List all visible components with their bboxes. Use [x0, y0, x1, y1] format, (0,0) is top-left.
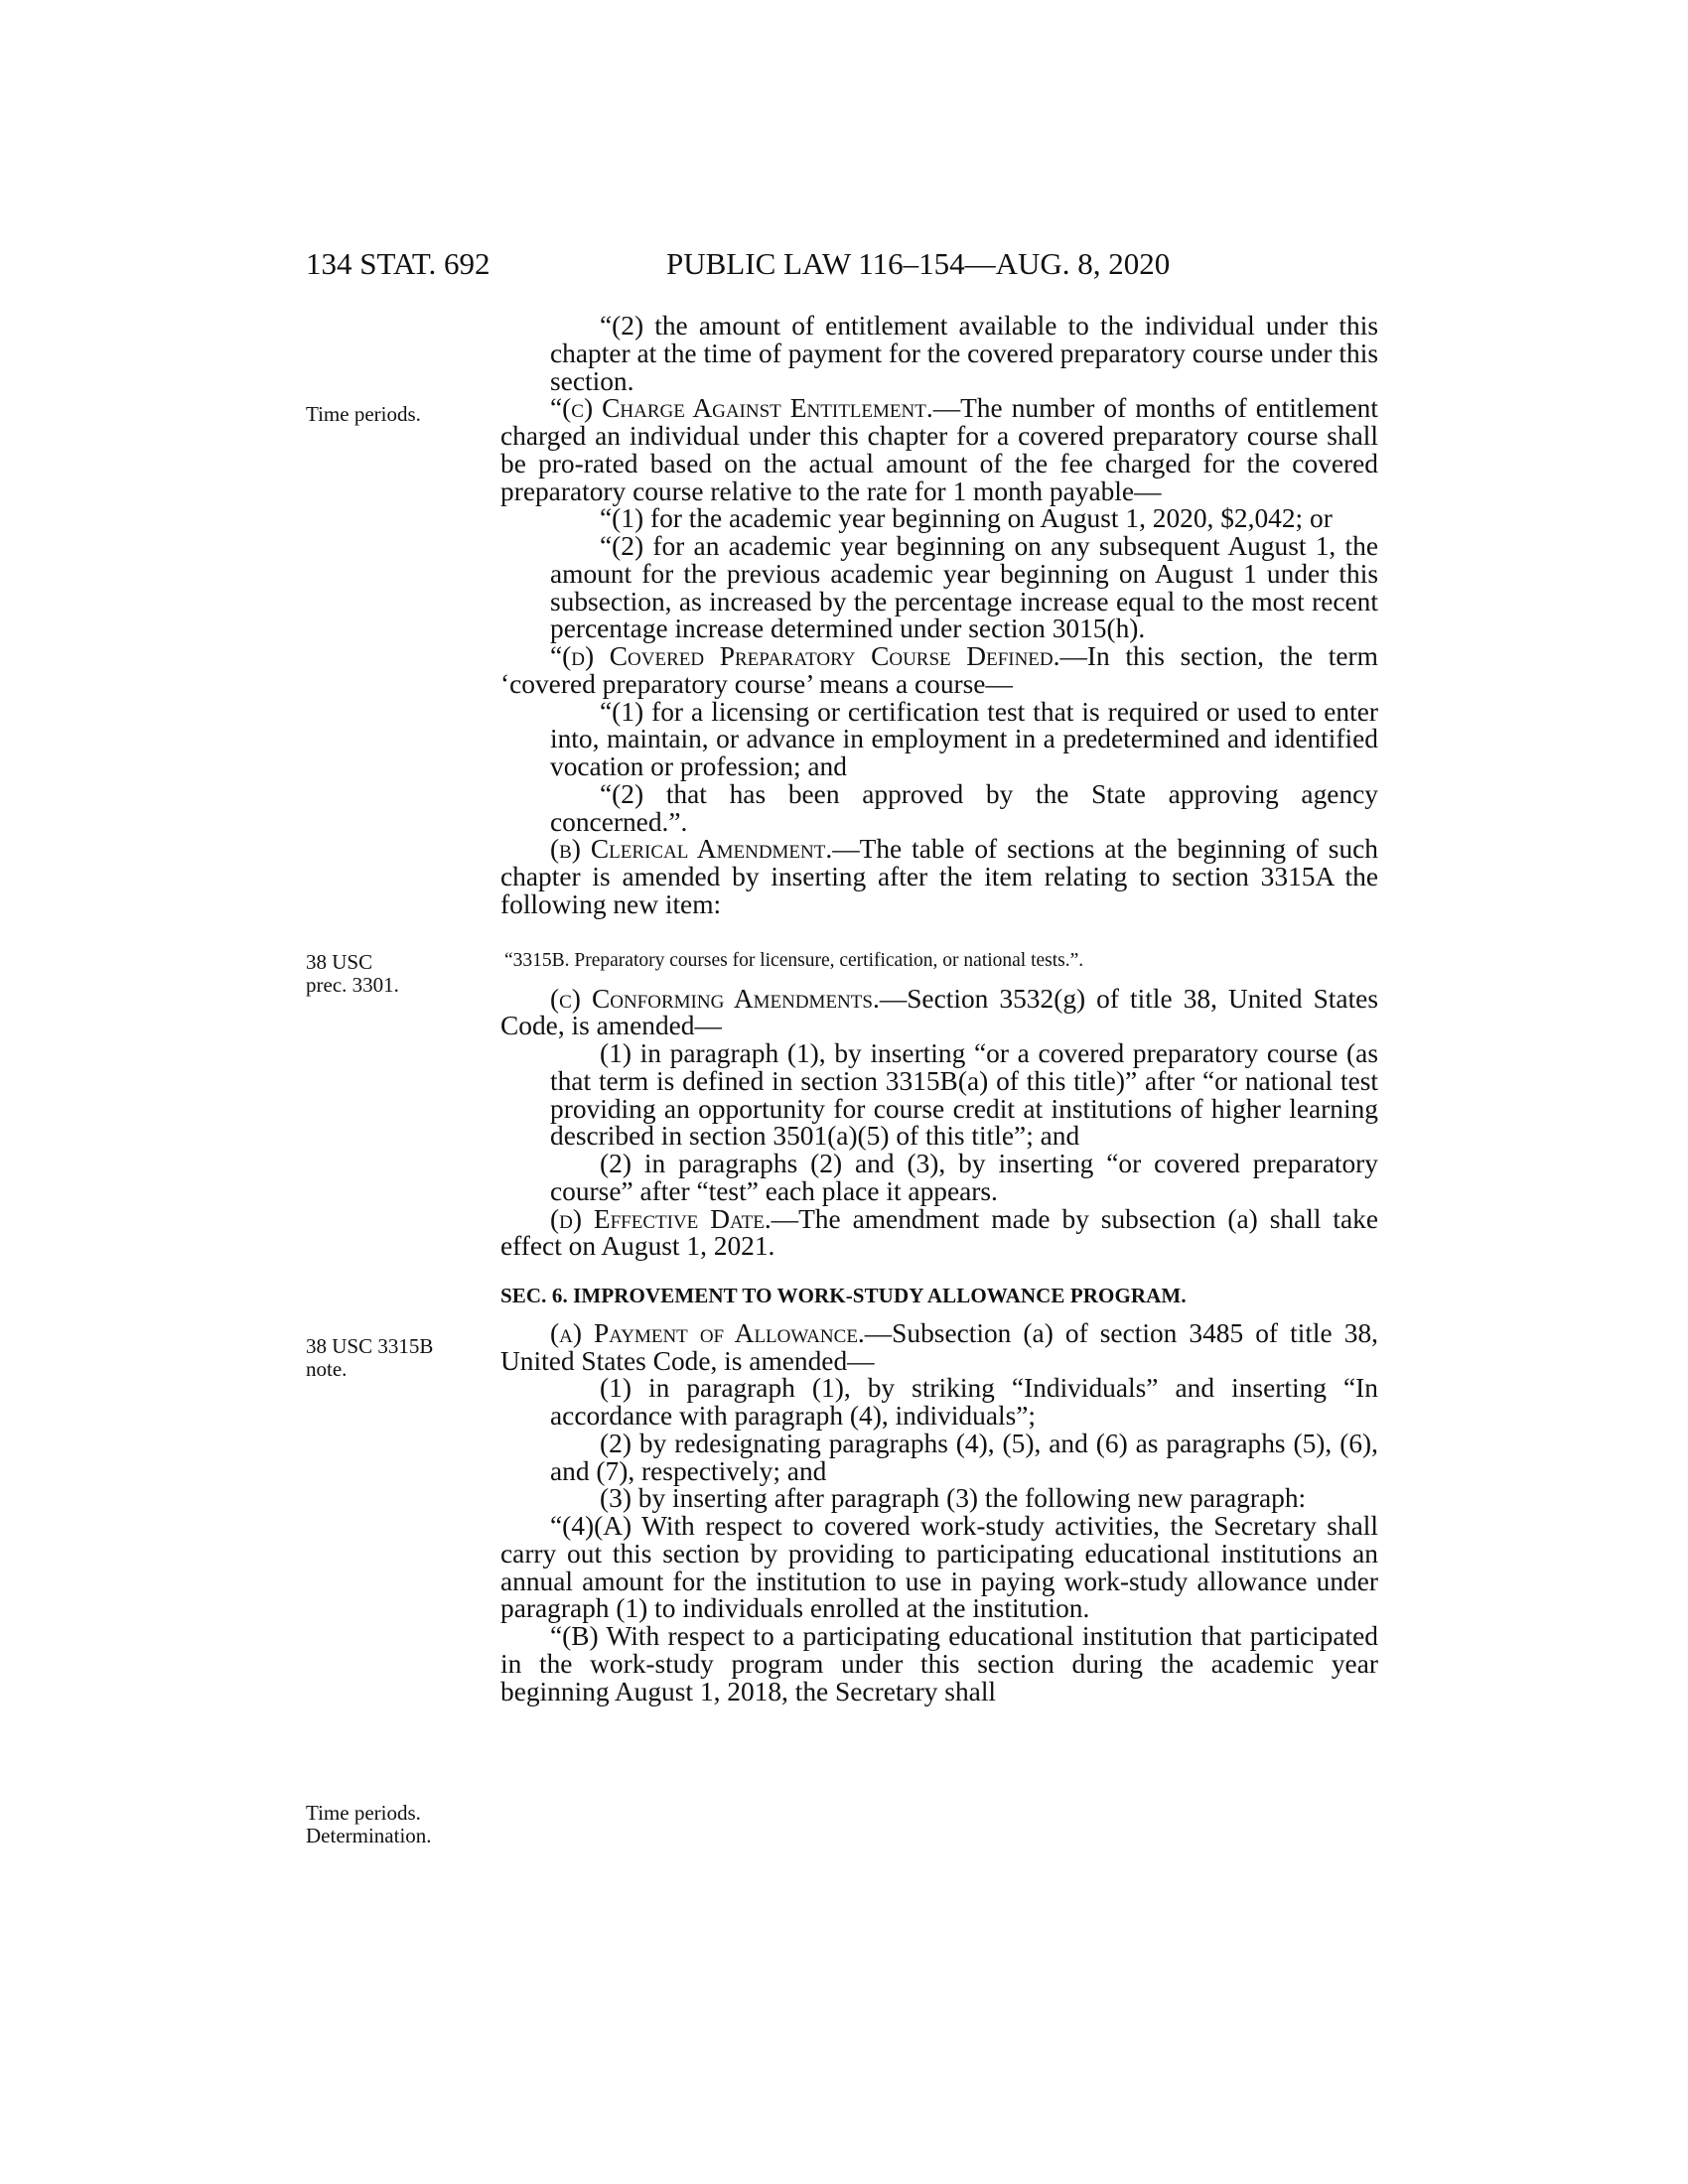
paragraph-text: —The number of months of entitlement charged an individual under this chapter for a covered preparatory course shall be pro-rated based on the actual amount of the fee charged for the covered preparatory course relative to the rate for 1 month payable—: [500, 393, 1378, 506]
document-body: [500, 313, 1378, 1706]
table-of-sections-item: “3315B. Preparatory courses for licensure, certification, or national tests.”.: [504, 949, 1084, 971]
margin-note-line: Time periods.: [306, 1801, 421, 1825]
paragraph: “(1) for a licensing or certification test that is required or used to enter into, maintain, or advance in employment in a predetermined and identified vocation or profession; and: [550, 696, 1378, 781]
margin-note-line: prec. 3301.: [306, 973, 399, 997]
paragraph: [500, 1317, 1378, 1376]
margin-note-time-periods-determination: [306, 1802, 432, 1847]
paragraph-text: —The amendment made by subsection (a) shall take effect on August 1, 2021.: [500, 1203, 1378, 1262]
paragraph: “(4)(A) With respect to covered work-study activities, the Secretary shall carry out this section by providing to participating educational institutions an annual amount for the institution to use in paying work-study allowance under paragraph (1) to individuals enrolled at the institution.: [500, 1511, 1378, 1624]
paragraph: (2) in paragraphs (2) and (3), by inserting “or covered preparatory course” after “test” each place it appears.: [550, 1149, 1378, 1206]
paragraph: “(B) With respect to a participating educational institution that participated in the work-study program under this section during the academic year beginning August 1, 2018, the Secretary shall: [500, 1621, 1378, 1706]
subsection-heading: (d) Effective Date.: [550, 1203, 772, 1234]
page-stat-number: 134 STAT. 692: [306, 246, 491, 281]
paragraph: [500, 836, 1378, 918]
paragraph: [500, 395, 1378, 505]
subsection-heading: “(c) Charge Against Entitlement.: [550, 393, 933, 424]
paragraph: “(2) the amount of entitlement available to the individual under this chapter at the time of payment for the covered preparatory course under this section.: [550, 311, 1378, 396]
margin-note-line: 38 USC: [306, 950, 373, 974]
margin-note-line: Determination.: [306, 1824, 432, 1847]
margin-note-time-periods: Time periods.: [306, 402, 421, 426]
paragraph: (3) by inserting after paragraph (3) the following new paragraph:: [600, 1483, 1307, 1514]
paragraph: “(1) for the academic year beginning on August 1, 2020, $2,042; or: [600, 503, 1333, 534]
page-running-title: PUBLIC LAW 116–154—AUG. 8, 2020: [666, 246, 1171, 281]
margin-note-line: note.: [306, 1357, 348, 1381]
paragraph: (1) in paragraph (1), by inserting “or a covered preparatory course (as that term is defined in section 3315B(a) of this title)” after “or national test providing an opportunity for course credit at institutions of higher learning described in section 3501(a)(5) of this title”; and: [550, 1038, 1378, 1152]
subsection-heading: “(d) Covered Preparatory Course Defined.: [550, 641, 1060, 671]
paragraph: [500, 1203, 1378, 1262]
margin-note-38-usc-3315b: [306, 1335, 433, 1381]
paragraph-text: —The table of sections at the beginning of such chapter is amended by inserting after the item relating to section 3315A the following new item:: [500, 834, 1378, 919]
paragraph: (2) by redesignating paragraphs (4), (5), and (6) as paragraphs (5), (6), and (7), respectively; and: [550, 1428, 1378, 1486]
margin-note-38-usc-prec-3301: [306, 951, 399, 997]
paragraph-text: —Section 3532(g) of title 38, United States Code, is amended—: [500, 983, 1379, 1041]
paragraph: [500, 983, 1379, 1041]
subsection-heading: (a) Payment of Allowance.: [550, 1317, 865, 1348]
paragraph: [500, 643, 1378, 699]
subsection-heading: (b) Clerical Amendment.: [550, 834, 833, 865]
paragraph: “(2) that has been approved by the State approving agency concerned.”.: [550, 778, 1378, 837]
paragraph-text: —In this section, the term ‘covered preparatory course’ means a course—: [500, 641, 1378, 699]
subsection-heading: (c) Conforming Amendments.: [550, 983, 880, 1014]
paragraph: “(2) for an academic year beginning on any subsequent August 1, the amount for the previous academic year beginning on August 1 under this subsection, as increased by the percentage increase equal to the most recent percentage increase determined under section 3015(h).: [550, 531, 1378, 644]
paragraph: (1) in paragraph (1), by striking “Individuals” and inserting “In accordance with paragraph (4), individuals”;: [550, 1373, 1378, 1431]
margin-note-line: 38 USC 3315B: [306, 1334, 434, 1358]
section-heading: SEC. 6. IMPROVEMENT TO WORK-STUDY ALLOWANCE PROGRAM.: [500, 1284, 1187, 1307]
paragraph-text: —Subsection (a) of section 3485 of title 38, United States Code, is amended—: [500, 1317, 1378, 1376]
